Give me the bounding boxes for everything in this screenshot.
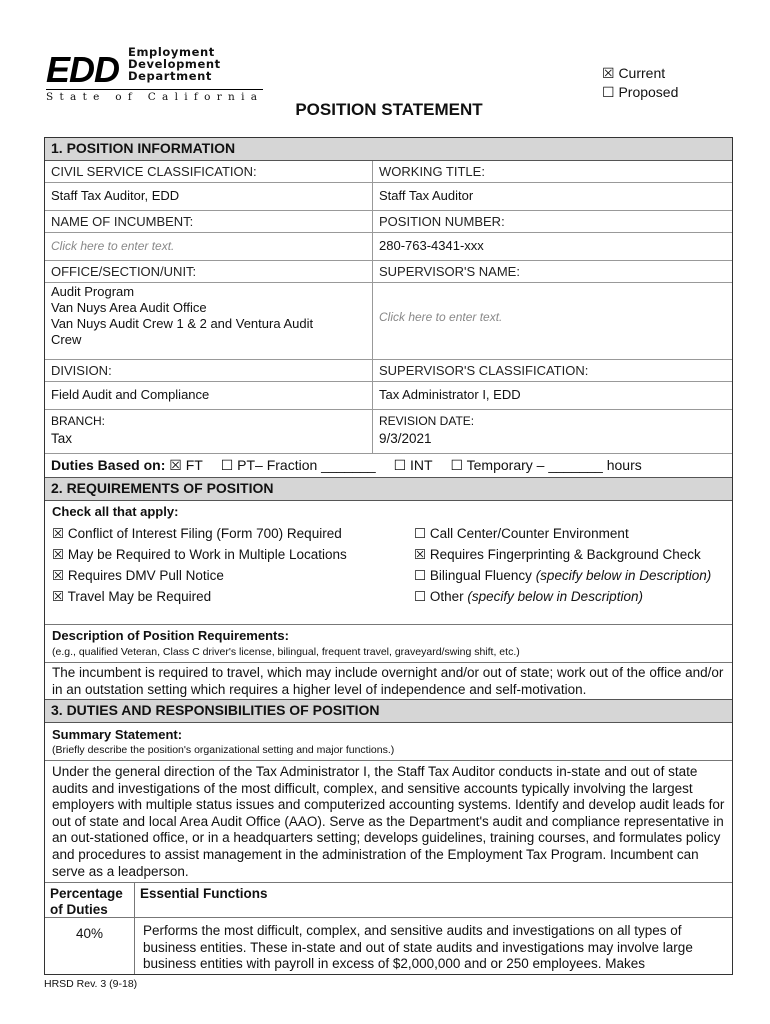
supervisor-field[interactable] bbox=[373, 283, 732, 359]
checklist-item[interactable]: ☒ Travel May be Required bbox=[52, 589, 212, 604]
branch-cell[interactable] bbox=[45, 410, 373, 453]
form-revision-footer: HRSD Rev. 3 (9-18) bbox=[44, 978, 138, 990]
position-number-field[interactable]: 280-763-4341-xxx bbox=[379, 238, 484, 253]
revision-date-value: 9/3/2021 bbox=[379, 431, 432, 446]
incumbent-row bbox=[45, 211, 732, 233]
page-title: POSITION STATEMENT bbox=[295, 100, 483, 119]
summary-statement-header bbox=[45, 723, 732, 761]
duties-based-on-label: Duties Based on: bbox=[51, 457, 166, 473]
duties-int-checkbox[interactable]: ☐ INT bbox=[393, 457, 433, 473]
civil-service-label: CIVIL SERVICE CLASSIFICATION: bbox=[45, 161, 373, 182]
summary-title: Summary Statement: bbox=[52, 727, 183, 742]
position-form bbox=[44, 137, 733, 975]
office-values-row bbox=[45, 283, 732, 360]
classification-values-row bbox=[45, 183, 732, 211]
duties-based-on-row bbox=[45, 454, 732, 478]
office-row bbox=[45, 261, 732, 283]
office-line: Audit Program bbox=[51, 284, 135, 299]
checklist-right-column bbox=[414, 523, 725, 607]
description-subtitle: (e.g., qualified Veteran, Class C driver's license, bilingual, frequent travel, graveyard/swing shift, etc.) bbox=[52, 646, 520, 658]
check-all-title: Check all that apply: bbox=[52, 504, 179, 519]
incumbent-label: NAME OF INCUMBENT: bbox=[45, 211, 373, 232]
section-duties-heading: 3. DUTIES AND RESPONSIBILITIES OF POSITION bbox=[45, 700, 732, 723]
percentage-header: Percentage of Duties bbox=[45, 883, 135, 917]
revision-date-label: REVISION DATE: bbox=[379, 414, 475, 428]
division-values-row bbox=[45, 382, 732, 410]
section-requirements-heading: 2. REQUIREMENTS OF POSITION bbox=[45, 478, 732, 501]
civil-service-field[interactable]: Staff Tax Auditor, EDD bbox=[45, 183, 373, 210]
logo-state: State of California bbox=[46, 91, 264, 103]
essential-functions-title: Essential Functions bbox=[140, 886, 268, 901]
office-line: Crew bbox=[51, 332, 82, 347]
edd-logo bbox=[44, 44, 264, 104]
working-title-field[interactable]: Staff Tax Auditor bbox=[379, 188, 474, 203]
incumbent-placeholder: Click here to enter text. bbox=[51, 239, 175, 253]
office-label: OFFICE/SECTION/UNIT: bbox=[45, 261, 373, 282]
office-line: Van Nuys Area Audit Office bbox=[51, 300, 207, 315]
logo-line-development: Development bbox=[128, 57, 221, 71]
office-line: Van Nuys Audit Crew 1 & 2 and Ventura Audit bbox=[51, 316, 314, 331]
duties-temporary-checkbox[interactable]: ☐ Temporary – _______ hours bbox=[450, 457, 642, 473]
supervisor-classification-field[interactable]: Tax Administrator I, EDD bbox=[379, 387, 521, 402]
other-note: (specify below in Description) bbox=[467, 589, 643, 604]
branch-row bbox=[45, 410, 732, 454]
status-proposed-checkbox[interactable]: ☐ Proposed bbox=[602, 84, 679, 100]
summary-statement-field[interactable]: Under the general direction of the Tax Administrator I, the Staff Tax Auditor conducts in-state and out of state audits and investigations of the most difficult, complex, and sensitive accounts typically involving the largest employers with multiple status issues and computerized accounting systems. Identify and develop audit leads for out of state and local Area Audit Office (AAO). Serve as the Department's audit and compliance representative in an out-stationed office, or in a headquarters setting; develops guidelines, training courses, and formulates policy and procedures to assist management in the administration of the Employment Tax Program. Incumbent can serve as a leadperson. bbox=[45, 761, 732, 883]
checklist-left-column bbox=[52, 523, 414, 607]
duty-description-field[interactable]: Performs the most difficult, complex, and sensitive audits and investigations on all types of business entities. These in-state and out of state audits and investigations may involve large business entities with payroll in excess of $2,000,000 and or 250 employees. Makes bbox=[143, 923, 693, 971]
description-title: Description of Position Requirements: bbox=[52, 628, 289, 643]
revision-cell[interactable] bbox=[373, 410, 732, 453]
checklist-item[interactable]: ☒ Conflict of Interest Filing (Form 700) Required bbox=[52, 526, 342, 541]
checklist-columns bbox=[52, 523, 725, 607]
status-current-checkbox[interactable]: ☒ Current bbox=[602, 65, 666, 81]
checklist-item[interactable]: ☒ Requires DMV Pull Notice bbox=[52, 568, 224, 583]
other-label: ☐ Other bbox=[414, 589, 464, 604]
supervisor-label: SUPERVISOR'S NAME: bbox=[379, 264, 520, 279]
classification-row bbox=[45, 161, 732, 183]
description-requirements-field[interactable]: The incumbent is required to travel, which may include overnight and/or out of state; work out of the office and/or in an outstation setting which requires a higher level of independence and self-motivation. bbox=[45, 663, 732, 700]
requirements-checklist bbox=[45, 501, 732, 625]
office-field[interactable] bbox=[45, 283, 373, 359]
duties-pt-checkbox[interactable]: ☐ PT– Fraction _______ bbox=[220, 457, 376, 473]
checklist-item-bilingual[interactable] bbox=[414, 565, 725, 586]
supervisor-classification-label: SUPERVISOR'S CLASSIFICATION: bbox=[379, 363, 589, 378]
checklist-item[interactable]: ☐ Call Center/Counter Environment bbox=[414, 526, 629, 541]
description-requirements-header bbox=[45, 625, 732, 663]
duty-percentage-field[interactable]: 40% bbox=[45, 918, 135, 974]
essential-function-row bbox=[45, 918, 732, 974]
status-checkboxes bbox=[602, 64, 678, 102]
division-field[interactable]: Field Audit and Compliance bbox=[45, 382, 373, 409]
logo-line-department: Department bbox=[128, 69, 212, 83]
division-label: DIVISION: bbox=[45, 360, 373, 381]
logo-wordmark bbox=[128, 46, 221, 82]
logo-line-employment: Employment bbox=[128, 45, 215, 59]
checklist-item[interactable]: ☒ Requires Fingerprinting & Background Check bbox=[414, 547, 701, 562]
branch-value: Tax bbox=[51, 431, 73, 446]
summary-subtitle: (Briefly describe the position's organizational setting and major functions.) bbox=[52, 744, 395, 756]
division-row bbox=[45, 360, 732, 382]
bilingual-note: (specify below in Description) bbox=[535, 568, 712, 583]
logo-mark: EDD bbox=[46, 49, 120, 90]
supervisor-placeholder: Click here to enter text. bbox=[379, 310, 503, 324]
position-number-label: POSITION NUMBER: bbox=[379, 214, 505, 229]
essential-functions-header bbox=[45, 883, 732, 918]
bilingual-label: ☐ Bilingual Fluency bbox=[414, 568, 532, 583]
working-title-label: WORKING TITLE: bbox=[379, 164, 485, 179]
incumbent-field[interactable] bbox=[45, 233, 373, 260]
checklist-item[interactable]: ☒ May be Required to Work in Multiple Locations bbox=[52, 547, 347, 562]
incumbent-values-row bbox=[45, 233, 732, 261]
checklist-item-other[interactable] bbox=[414, 586, 725, 607]
section-position-information-heading: 1. POSITION INFORMATION bbox=[45, 138, 732, 161]
duties-ft-checkbox[interactable]: ☒ FT bbox=[169, 457, 203, 473]
branch-label: BRANCH: bbox=[51, 414, 106, 428]
